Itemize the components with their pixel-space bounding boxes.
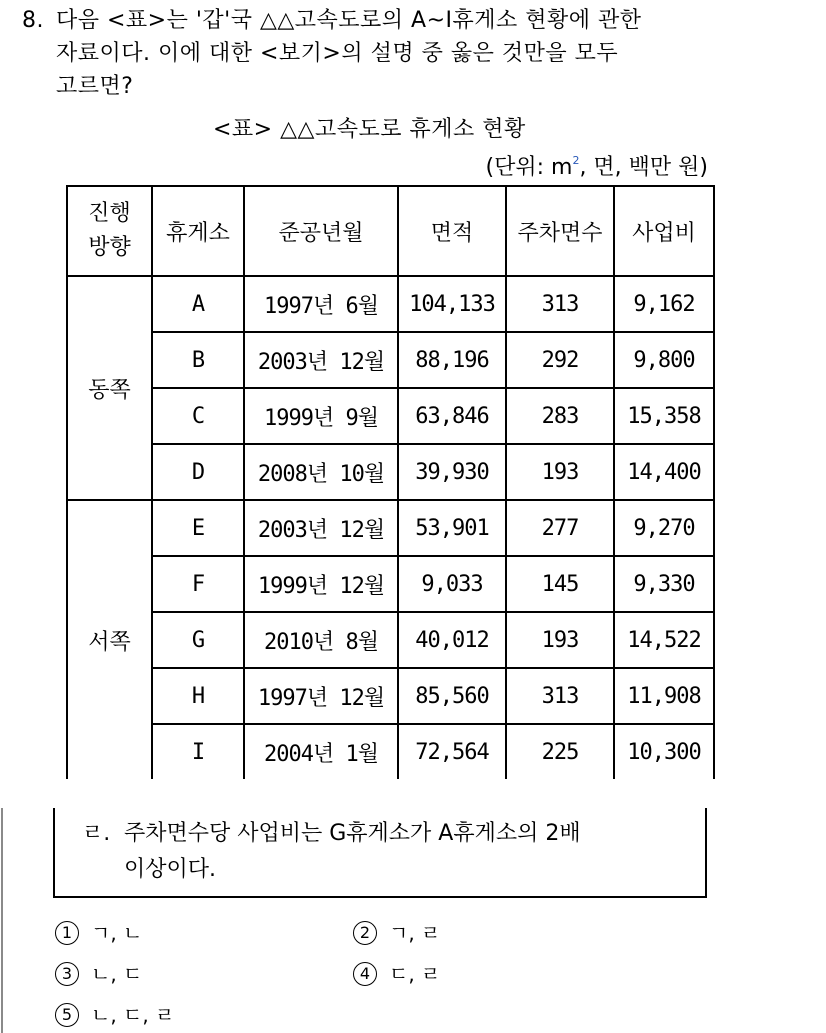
rest-area-table bbox=[66, 185, 715, 779]
header-rest-area: 휴게소 bbox=[152, 186, 244, 276]
page-margin-line bbox=[1, 808, 3, 1033]
cell-completion: 2003년 12월 bbox=[244, 500, 398, 556]
choice-number-circle: 2 bbox=[353, 921, 377, 945]
choice-number-circle: 1 bbox=[55, 921, 79, 945]
bogi-item-mark: ㄹ. bbox=[82, 821, 111, 846]
choice-3[interactable] bbox=[55, 959, 142, 989]
table-row bbox=[67, 612, 714, 668]
cell-area: 63,846 bbox=[398, 388, 506, 444]
cell-cost: 9,270 bbox=[614, 500, 714, 556]
cell-cost: 15,358 bbox=[614, 388, 714, 444]
cell-cost: 14,400 bbox=[614, 444, 714, 500]
direction-west: 서쪽 bbox=[67, 500, 152, 779]
table-row bbox=[67, 556, 714, 612]
cell-cost: 9,162 bbox=[614, 276, 714, 332]
table-row bbox=[67, 444, 714, 500]
cell-rest-area: I bbox=[152, 724, 244, 779]
cell-completion: 1999년 12월 bbox=[244, 556, 398, 612]
cell-completion: 2004년 1월 bbox=[244, 724, 398, 779]
cell-parking: 283 bbox=[506, 388, 614, 444]
cell-area: 85,560 bbox=[398, 668, 506, 724]
table-unit: (단위: $m^2$, 면, 백만 원) bbox=[485, 153, 708, 180]
cell-rest-area: A bbox=[152, 276, 244, 332]
choice-number-circle: 4 bbox=[353, 962, 377, 986]
header-completion: 준공년월 bbox=[244, 186, 398, 276]
cell-completion: 1997년 12월 bbox=[244, 668, 398, 724]
header-area: 면적 bbox=[398, 186, 506, 276]
cell-parking: 145 bbox=[506, 556, 614, 612]
question-line-1: 8. 다음 <표>는 '갑'국 △△고속도로의 A~I휴게소 현황에 관한 bbox=[22, 4, 782, 37]
cell-rest-area: C bbox=[152, 388, 244, 444]
cell-completion: 1997년 6월 bbox=[244, 276, 398, 332]
choice-text: ㄱ, ㄴ bbox=[91, 921, 143, 945]
cell-rest-area: F bbox=[152, 556, 244, 612]
cell-rest-area: E bbox=[152, 500, 244, 556]
question-stem bbox=[22, 4, 782, 103]
choice-number-circle: 5 bbox=[55, 1003, 79, 1027]
cell-area: 39,930 bbox=[398, 444, 506, 500]
choice-text: ㄴ, ㄷ bbox=[91, 962, 143, 986]
choice-text: ㄴ, ㄷ, ㄹ bbox=[91, 1003, 175, 1027]
cell-completion: 2003년 12월 bbox=[244, 332, 398, 388]
cell-completion: 2010년 8월 bbox=[244, 612, 398, 668]
cell-rest-area: H bbox=[152, 668, 244, 724]
bogi-item-rieul bbox=[82, 816, 581, 888]
header-parking: 주차면수 bbox=[506, 186, 614, 276]
cell-parking: 193 bbox=[506, 444, 614, 500]
header-cost: 사업비 bbox=[614, 186, 714, 276]
table-row bbox=[67, 724, 714, 779]
choice-text: ㄷ, ㄹ bbox=[389, 962, 441, 986]
cell-cost: 9,800 bbox=[614, 332, 714, 388]
cell-completion: 1999년 9월 bbox=[244, 388, 398, 444]
cell-parking: 193 bbox=[506, 612, 614, 668]
bogi-box bbox=[53, 808, 707, 898]
choice-1[interactable] bbox=[55, 918, 142, 948]
cell-cost: 10,300 bbox=[614, 724, 714, 779]
cell-parking: 225 bbox=[506, 724, 614, 779]
choice-2[interactable] bbox=[353, 918, 440, 948]
cell-completion: 2008년 10월 bbox=[244, 444, 398, 500]
question-line-2: 자료이다. 이에 대한 <보기>의 설명 중 옳은 것만을 모두 bbox=[56, 41, 619, 66]
choice-number-circle: 3 bbox=[55, 962, 79, 986]
cell-parking: 313 bbox=[506, 668, 614, 724]
question-line-3: 고르면? bbox=[56, 74, 134, 99]
cell-parking: 277 bbox=[506, 500, 614, 556]
cell-cost: 11,908 bbox=[614, 668, 714, 724]
choice-5[interactable] bbox=[55, 1000, 174, 1030]
cell-cost: 14,522 bbox=[614, 612, 714, 668]
bogi-item-text-1: 주차면수당 사업비는 G휴게소가 A휴게소의 2배 bbox=[124, 821, 581, 846]
table-header-row bbox=[67, 186, 714, 276]
table-row bbox=[67, 500, 714, 556]
table-row bbox=[67, 332, 714, 388]
cell-cost: 9,330 bbox=[614, 556, 714, 612]
cell-rest-area: B bbox=[152, 332, 244, 388]
cell-area: 53,901 bbox=[398, 500, 506, 556]
choice-4[interactable] bbox=[353, 959, 440, 989]
unit-superscript: 2 bbox=[572, 153, 580, 167]
bogi-item-text-2: 이상이다. bbox=[124, 857, 217, 882]
cell-area: 88,196 bbox=[398, 332, 506, 388]
table-title: <표> △△고속도로 휴게소 현황 bbox=[213, 117, 526, 142]
direction-east: 동쪽 bbox=[67, 276, 152, 500]
cell-rest-area: G bbox=[152, 612, 244, 668]
cell-area: 40,012 bbox=[398, 612, 506, 668]
header-direction: 진행 방향 bbox=[67, 186, 152, 276]
table-row bbox=[67, 668, 714, 724]
table-row bbox=[67, 276, 714, 332]
question-number: 8. bbox=[22, 8, 44, 33]
cell-parking: 292 bbox=[506, 332, 614, 388]
cell-rest-area: D bbox=[152, 444, 244, 500]
choice-text: ㄱ, ㄹ bbox=[389, 921, 441, 945]
cell-parking: 313 bbox=[506, 276, 614, 332]
cell-area: 72,564 bbox=[398, 724, 506, 779]
table-row bbox=[67, 388, 714, 444]
cell-area: 104,133 bbox=[398, 276, 506, 332]
cell-area: 9,033 bbox=[398, 556, 506, 612]
